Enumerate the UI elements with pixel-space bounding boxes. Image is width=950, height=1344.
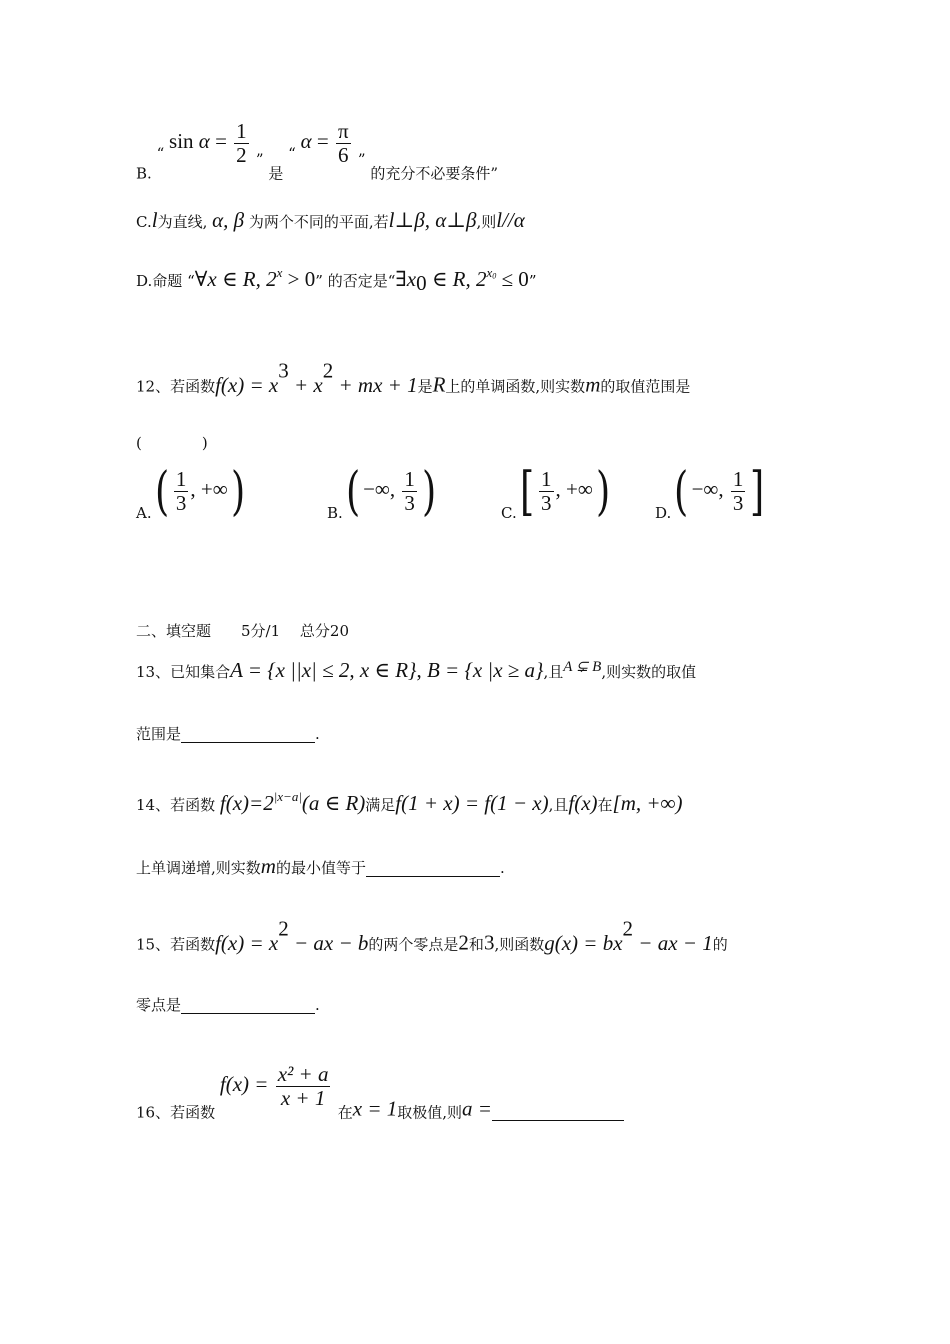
section-title: 二、填空题 5分/1 总分20: [136, 622, 349, 640]
option-label: B.: [136, 164, 152, 183]
answer-blank[interactable]: [492, 1105, 624, 1121]
answer-blank[interactable]: [366, 861, 500, 877]
q11-option-d: D.命题 “∀x ∈ R, $2^x > 0$” 的否定是“$\exists x_0$ ∈ R, $2^{x_0} \le 0$”: [136, 264, 537, 296]
math-f15: $f(x) = x^2$ − ax − b: [215, 916, 369, 955]
q12-option-d: D.( −∞, $\frac{1}{3}$ ]: [655, 462, 765, 522]
math-sin-alpha: sin α = $\frac{1}{2}$: [169, 119, 247, 167]
q12-option-a: A.( $\frac{1}{3}$ , +∞): [136, 462, 245, 522]
math-f12: $f(x) = x^3 + x^2$ + mx + 1: [215, 358, 418, 397]
q11-option-b: B. “ sin α = $\frac{1}{2}$ ” 是 “ α = $\frac{\pi}{6}$ ” 的充分不必要条件”: [136, 119, 498, 183]
math-alpha-pi-6: α = $\frac{\pi}{6}$: [300, 119, 349, 167]
q12-stem: 12、若函数$f(x) = x^3 + x^2$ + mx + 1是R上的单调函数,则实数m的取值范围是: [136, 358, 691, 397]
q14-line2: 上单调递增,则实数m的最小值等于 .: [136, 854, 505, 878]
math-g15: $g(x) = bx^2$ − ax − 1: [544, 916, 713, 955]
q13-stem: 13、已知集合A = {x ||x| ≤ 2, x ∈ R}, B = {x |x ≥ a},且A ⊊ B,则实数的取值: [136, 658, 697, 682]
math-forall: ∀x ∈ R, $2^x > 0$: [194, 264, 316, 291]
math-f16: f(x) = $\frac{\text{x² + a}}{x + 1}$: [219, 1062, 329, 1110]
q11-option-c: C.l为直线, α, β 为两个不同的平面,若l⊥β, α⊥β,则l//α: [136, 208, 525, 232]
q12-option-c: C.[ $\frac{1}{3}$ , +∞): [501, 462, 611, 522]
q15-line2: 零点是 .: [136, 996, 320, 1014]
math-f14: $f(x)=2^{|x-a|}(a$ ∈ R): [219, 788, 366, 815]
q12-answer-paren: ( ): [136, 434, 208, 452]
q15-stem: 15、若函数$f(x) = x^2$ − ax − b的两个零点是2和3,则函数$g(x) = bx^2$ − ax − 1的: [136, 916, 728, 955]
answer-blank[interactable]: [181, 998, 315, 1014]
math-exists: $\exists x_0$ ∈ R, $2^{x_0} \le 0$: [395, 264, 529, 296]
q16-stem: 16、若函数 f(x) = $\frac{\text{x² + a}}{x + 1}$ 在x = 1取极值,则a =: [136, 1064, 624, 1121]
q13-line2: 范围是 .: [136, 725, 320, 743]
q12-option-b: B.( −∞, $\frac{1}{3}$ ): [327, 462, 437, 522]
answer-blank[interactable]: [181, 727, 315, 743]
q14-stem: 14、若函数 $f(x)=2^{|x-a|}(a$ ∈ R)满足f(1 + x) = f(1 − x),且f(x)在[m, +∞): [136, 788, 683, 815]
